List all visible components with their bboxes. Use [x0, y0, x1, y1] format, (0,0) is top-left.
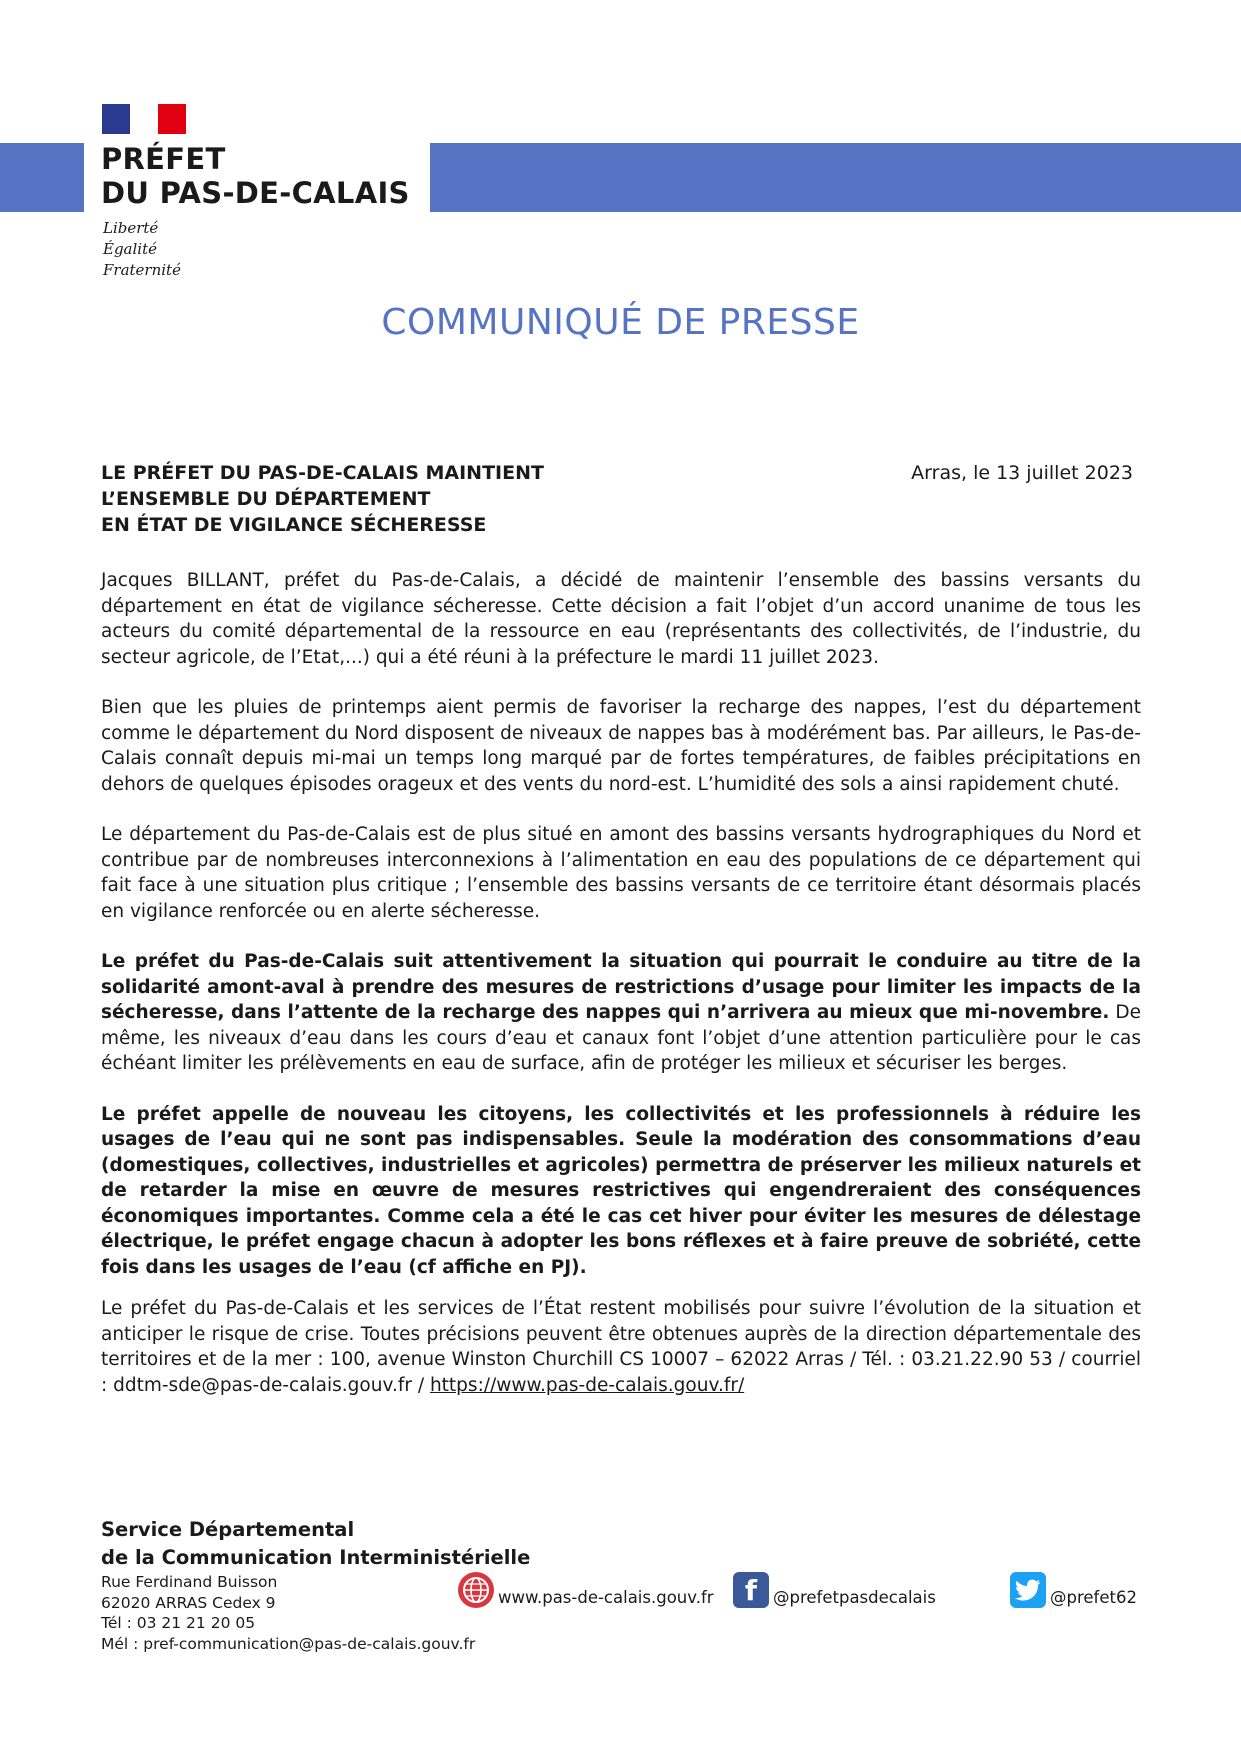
address-line-1: Rue Ferdinand Buisson — [101, 1573, 278, 1591]
service-phone: Tél : 03 21 21 20 05 — [101, 1614, 256, 1632]
header-band-left — [0, 143, 84, 212]
press-date: Arras, le 13 juillet 2023 — [911, 462, 1133, 484]
twitter-icon — [1010, 1572, 1046, 1608]
paragraph-5: Le préfet appelle de nouveau les citoyens, les collectivités et les professionnels à réduire les usages de l’eau qui ne sont pas indispensables. Seule la modération des consommations d’eau (domestiques, collectives, industrielles et agricoles) permettra de préserver les milieux naturels et de retarder la mise en œuvre de mesures restrictives qui engendreraient des conséquences économiques importantes. Comme cela a été le cas cet hiver pour éviter les mesures de délestage électrique, le préfet engage chacun à adopter les bons réflexes et à faire preuve de sobriété, cette fois dans les usages de l’eau (cf affiche en PJ). — [101, 1103, 1141, 1278]
address-line-2: 62020 ARRAS Cedex 9 — [101, 1593, 276, 1612]
prefecture-website-link[interactable]: https://www.pas-de-calais.gouv.fr/ — [429, 1374, 745, 1396]
marianne-flag-icon — [102, 104, 186, 134]
facebook-contact[interactable] — [733, 1572, 936, 1608]
twitter-label: @prefet62 — [1050, 1588, 1137, 1607]
press-body — [101, 568, 1141, 1423]
prefet-title: PRÉFET DU PAS-DE-CALAIS — [101, 142, 410, 210]
paragraph-4: Le préfet du Pas-de-Calais suit attentivement la situation qui pourrait le conduire au titre de la solidarité amont-aval à prendre des mesures de restrictions d’usage pour limiter les impacts de la sécheresse, dans l’attente de la recharge des nappes qui n’arrivera au mieux que mi-novembre. De même, les niveaux d’eau dans les cours d’eau et canaux font l’objet d’une attention particulière pour le cas échéant limiter les prélèvements en eau de surface, afin de protéger les milieux et sécuriser les berges. — [101, 951, 1141, 1074]
press-release-title: COMMUNIQUÉ DE PRESSE — [381, 302, 860, 343]
twitter-contact[interactable] — [1010, 1572, 1137, 1608]
website-label: www.pas-de-calais.gouv.fr — [498, 1588, 714, 1607]
header-band-right — [430, 143, 1241, 212]
paragraph-1: Jacques BILLANT, préfet du Pas-de-Calais, a décidé de maintenir l’ensemble des bassins versants du département en état de vigilance sécheresse. Cette décision a fait l’objet d’un accord unanime de tous les acteurs du comité départemental de la ressource en eau (représentants des collectivités, de l’industrie, du secteur agricole, de l’Etat,...) qui a été réuni à la préfecture le mardi 11 juillet 2023. — [101, 570, 1141, 668]
website-contact[interactable] — [458, 1572, 714, 1608]
facebook-icon: f — [733, 1572, 769, 1608]
service-contact: Service Départemental de la Communication Interministérielle Rue Ferdinand Buisson 62020 ARRAS Cedex 9 Tél : 03 21 21 20 05 Mél : pref-communication@pas-de-calais.gouv.fr — [101, 1518, 531, 1653]
paragraph-3: Le département du Pas-de-Calais est de plus situé en amont des bassins versants hydrographiques du Nord et contribue par de nombreuses interconnexions à l’alimentation en eau des populations de ce département qui fait face à une situation plus critique ; l’ensemble des bassins versants de ce territoire étant désormais placés en vigilance renforcée ou en alerte sécheresse. — [101, 824, 1141, 922]
facebook-label: @prefetpasdecalais — [773, 1588, 936, 1607]
prefecture-logo — [84, 100, 430, 290]
paragraph-2: Bien que les pluies de printemps aient permis de favoriser la recharge des nappes, l’est du département comme le département du Nord disposent de niveaux de nappes bas à modérément bas. Par ailleurs, le Pas-de-Calais connaît depuis mi-mai un temps long marqué par de fortes températures, de faibles précipitations en dehors de quelques épisodes orageux et des vents du nord-est. L’humidité des sols a ainsi rapidement chuté. — [101, 697, 1141, 795]
service-mail: Mél : pref-communication@pas-de-calais.gouv.fr — [101, 1634, 476, 1653]
globe-icon — [458, 1572, 494, 1608]
paragraph-6: Le préfet du Pas-de-Calais et les services de l’État restent mobilisés pour suivre l’évolution de la situation et anticiper le risque de crise. Toutes précisions peuvent être obtenues auprès de la direction départementale des territoires et de la mer : 100, avenue Winston Churchill CS 10007 – 62022 Arras / Tél. : 03.21.22.90 53 / courriel : ddtm-sde@pas-de-calais.gouv.fr / https://www.pas-de-calais.gouv.fr/ — [101, 1298, 1141, 1396]
republic-motto: Liberté Égalité Fraternité — [103, 219, 181, 279]
headline: LE PRÉFET DU PAS-DE-CALAIS MAINTIENT L’ENSEMBLE DU DÉPARTEMENT EN ÉTAT DE VIGILANCE SÉCHERESSE — [101, 462, 544, 536]
